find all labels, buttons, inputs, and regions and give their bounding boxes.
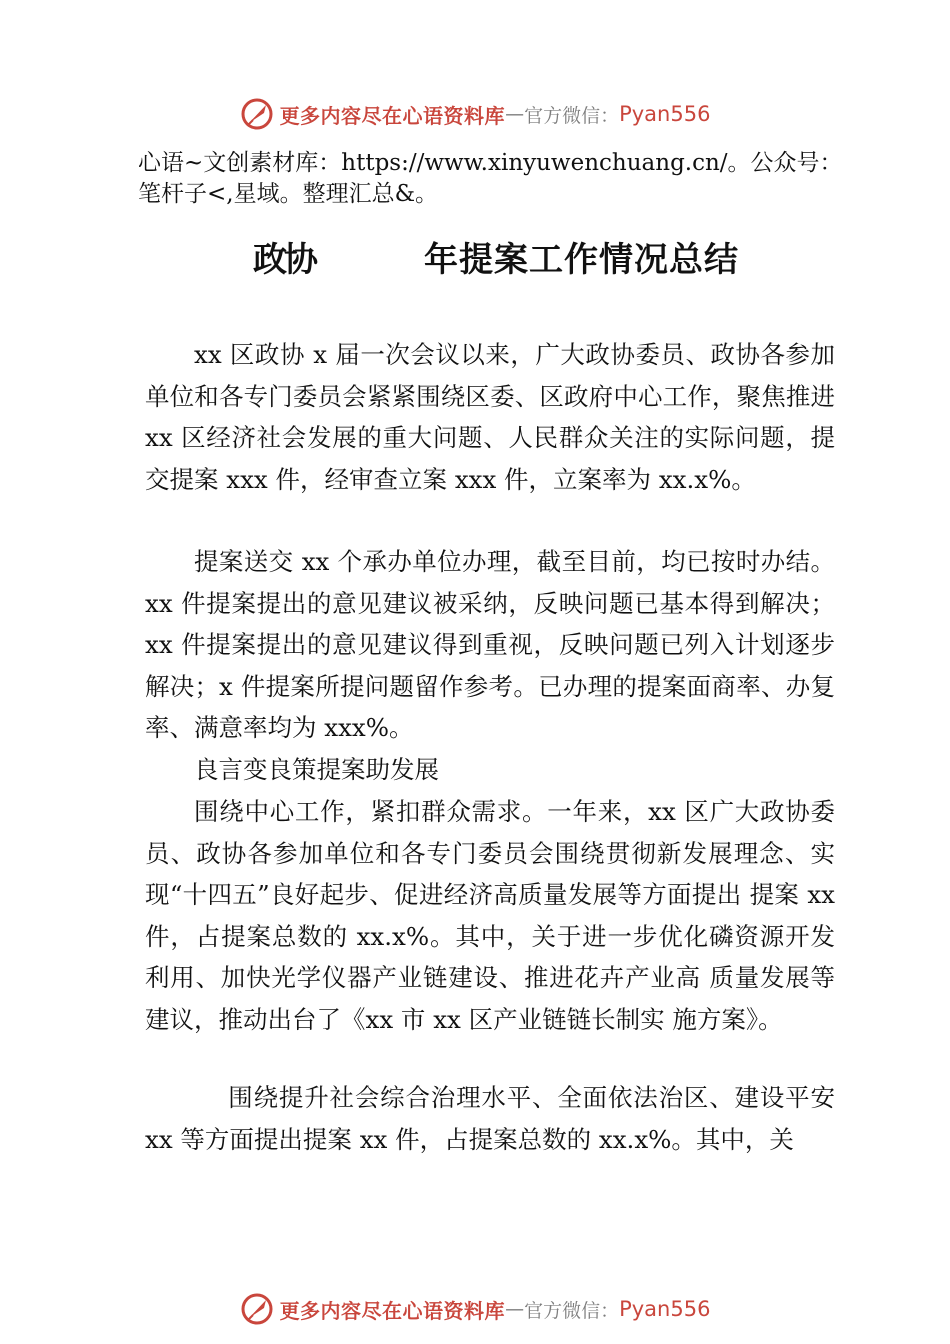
section-heading: 良言变良策提案助发展 xyxy=(194,755,439,784)
body-paragraph: xx 区政协 x 届一次会议以来，广大政协委员、政协各参加单位和各专门委员会紧紧围绕区委、区政府中心工作，聚焦推进 xx 区经济社会发展的重大问题、人民群众关注的实际问题，提交提案 xxx 件，经审查立案 xxx 件，立案率为 xx.x%。 xyxy=(145,340,835,494)
quill-seal-icon xyxy=(240,1292,274,1326)
banner-wechat-label: 官方微信： xyxy=(524,1299,620,1322)
body-paragraph: 提案送交 xx 个承办单位办理，截至目前，均已按时办结。xx 件提案提出的意见建议被采纳，反映问题已基本得到解决；xx 件提案提出的意见建议得到重视，反映问题已列入计划逐步解决；x 件提案所提问题留作参考。已办理的提案面商率、办复率、满意率均为 xxx%。 xyxy=(145,547,835,742)
header-banner xyxy=(0,94,950,134)
banner-title: 更多内容尽在心语资料库 xyxy=(279,103,506,128)
title-part-1: 政协 xyxy=(253,240,315,280)
banner-wechat-id: Pyan556 xyxy=(619,102,711,126)
source-note: 心语~文创素材库：https://www.xinyuwenchuang.cn/。公众号：笔杆子<,星域。整理汇总&。 xyxy=(138,150,843,207)
banner-title: 更多内容尽在心语资料库 xyxy=(279,1298,506,1323)
quill-seal-icon xyxy=(240,97,274,131)
title-part-2: 年提案工作情况总结 xyxy=(424,240,739,280)
footer-banner xyxy=(0,1289,950,1329)
document-title xyxy=(0,226,950,282)
banner-wechat-id: Pyan556 xyxy=(619,1297,711,1321)
banner-separator: — xyxy=(505,103,525,125)
body-paragraph: 围绕中心工作，紧扣群众需求。一年来，xx 区广大政协委员、政协各参加单位和各专门委员会围绕贯彻新发展理念、实现“十四五”良好起步、促进经济高质量发展等方面提出 提案 xx 件，占提案总数的 xx.x%。其中，关于进一步优化磷资源开发利用、加快光学仪器产业链建设、推进花卉产业高 质量发展等建议，推动出台了《xx 市 xx 区产业链链长制实 施方案》。 xyxy=(145,797,835,1034)
body-paragraph: 围绕提升社会综合治理水平、全面依法治区、建设平安 xx 等方面提出提案 xx 件，占提案总数的 xx.x%。其中，关 xyxy=(145,1083,835,1154)
banner-separator: — xyxy=(505,1298,525,1320)
banner-wechat-label: 官方微信： xyxy=(524,104,620,127)
